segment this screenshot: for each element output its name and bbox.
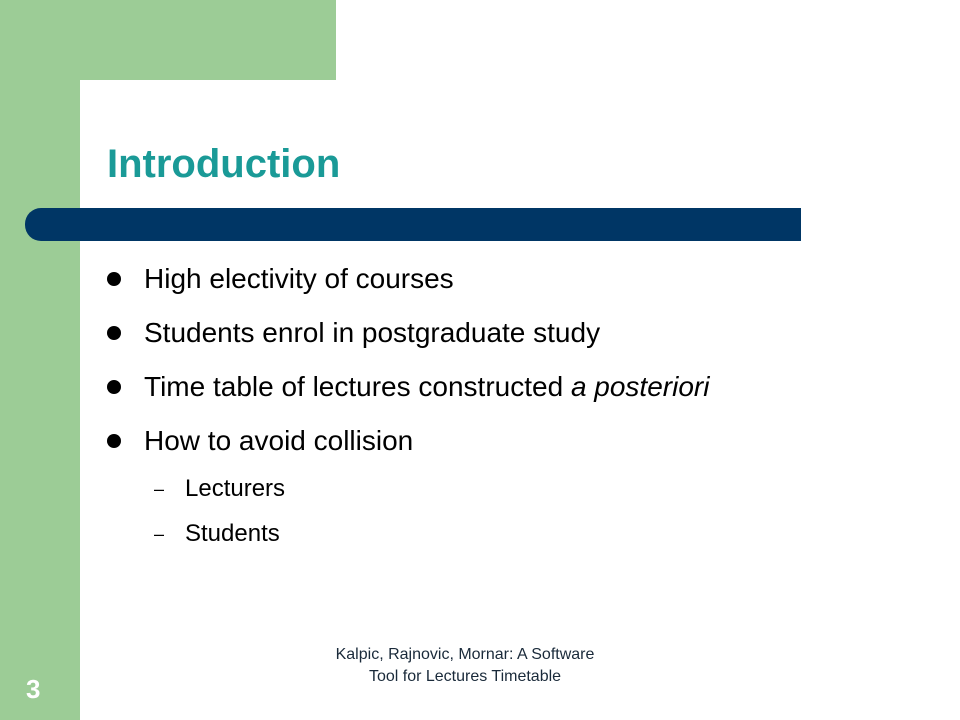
slide-footer: Kalpic, Rajnovic, Mornar: A Software Tool for Lectures Timetable (335, 646, 595, 685)
page-number: 3 (26, 674, 41, 704)
bullet-dot-icon (107, 326, 121, 340)
sub-bullet-text: Students (185, 520, 280, 547)
bullet-dot-icon (107, 434, 121, 448)
bullet-text-italic: a posteriori (570, 371, 710, 402)
bullet-text-plain: Time table of lectures constructed (144, 371, 571, 402)
slide-title: Introduction (107, 142, 341, 186)
bullet-dot-icon (107, 380, 121, 394)
dash-marker: – (154, 524, 165, 544)
green-side-band (0, 0, 80, 720)
title-underline-bar (25, 208, 801, 241)
bullet-dot-icon (107, 272, 121, 286)
bullet-text: Students enrol in postgraduate study (144, 317, 601, 348)
green-top-band (0, 0, 336, 80)
sub-bullet-text: Lecturers (185, 475, 286, 502)
dash-marker: – (154, 479, 165, 499)
bullet-text: High electivity of courses (144, 263, 454, 294)
bullet-text: How to avoid collision (144, 425, 414, 456)
bullet-text (144, 370, 709, 404)
